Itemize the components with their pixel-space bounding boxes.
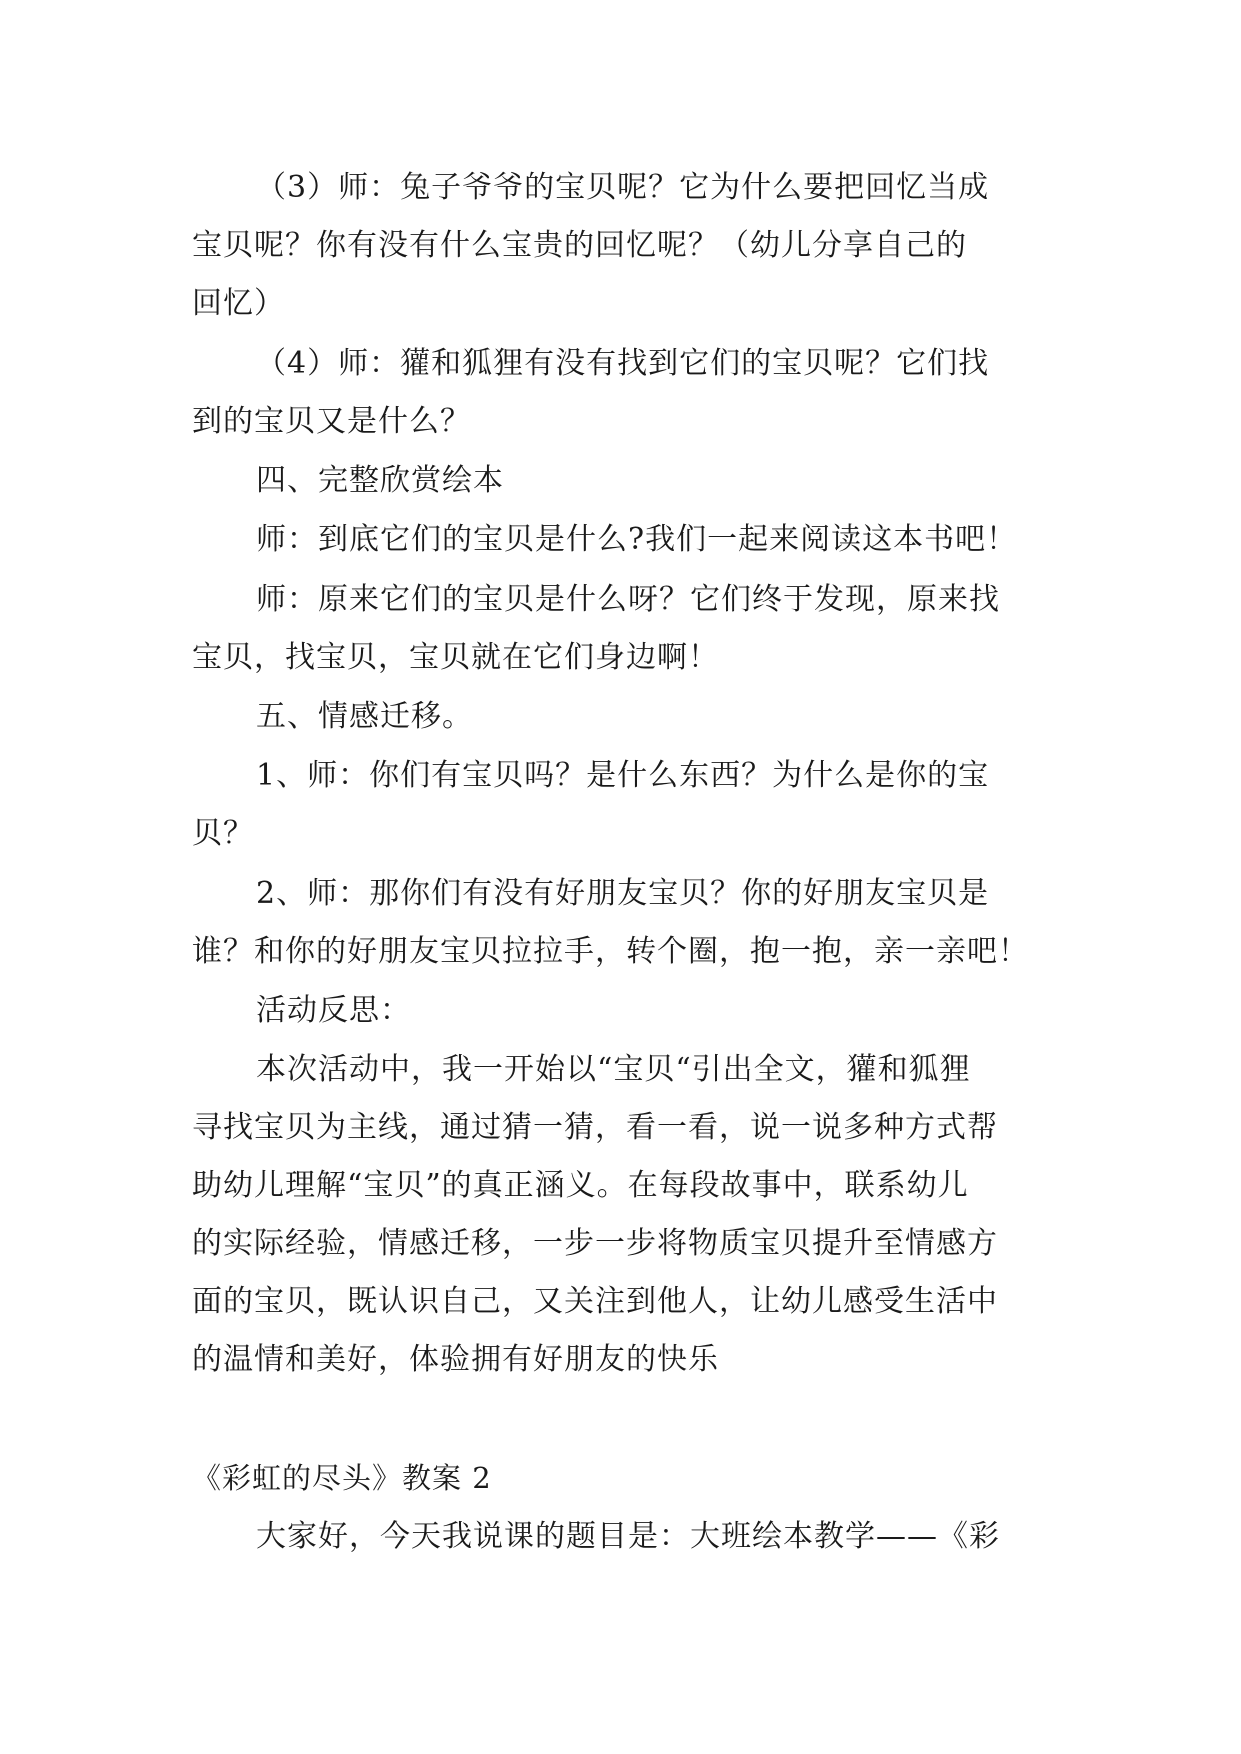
paragraph-line: 的温情和美好，体验拥有好朋友的快乐 (192, 1342, 719, 1377)
paragraph-line: 1、师：你们有宝贝吗？是什么东西？为什么是你的宝 (256, 758, 990, 793)
section-heading: 活动反思： (256, 993, 411, 1028)
paragraph-line: 助幼儿理解“宝贝”的真正涵义。在每段故事中，联系幼儿 (192, 1168, 969, 1203)
section-heading: 五、情感迁移。 (256, 699, 473, 734)
paragraph-line: 回忆） (192, 286, 285, 321)
paragraph-line: 面的宝贝，既认识自己，又关注到他人，让幼儿感受生活中 (192, 1284, 998, 1319)
section-heading: 四、完整欣赏绘本 (256, 463, 504, 498)
paragraph-line: 宝贝呢？你有没有什么宝贵的回忆呢？（幼儿分享自己的 (192, 228, 967, 263)
paragraph-line: 贝？ (192, 816, 254, 851)
paragraph-line: （4）师：獾和狐狸有没有找到它们的宝贝呢？它们找 (256, 346, 990, 381)
paragraph-line: 师：到底它们的宝贝是什么?我们一起来阅读这本书吧！ (256, 522, 1018, 557)
paragraph-line: 2、师：那你们有没有好朋友宝贝？你的好朋友宝贝是 (256, 876, 990, 911)
paragraph-line: 本次活动中，我一开始以“宝贝“引出全文，獾和狐狸 (256, 1052, 971, 1087)
paragraph-line: （3）师：兔子爷爷的宝贝呢？它为什么要把回忆当成 (256, 170, 990, 205)
paragraph-line: 寻找宝贝为主线，通过猜一猜，看一看，说一说多种方式帮 (192, 1110, 998, 1145)
paragraph-line: 师：原来它们的宝贝是什么呀？它们终于发现，原来找 (256, 582, 1000, 617)
paragraph-line: 到的宝贝又是什么？ (192, 404, 471, 439)
paragraph-line: 的实际经验，情感迁移，一步一步将物质宝贝提升至情感方 (192, 1226, 998, 1261)
lesson-title: 《彩虹的尽头》教案 2 (192, 1461, 492, 1495)
paragraph-line: 宝贝，找宝贝，宝贝就在它们身边啊！ (192, 640, 719, 675)
paragraph-line: 大家好，今天我说课的题目是：大班绘本教学——《彩 (256, 1519, 1000, 1554)
paragraph-line: 谁？和你的好朋友宝贝拉拉手，转个圈，抱一抱，亲一亲吧！ (192, 934, 1029, 969)
